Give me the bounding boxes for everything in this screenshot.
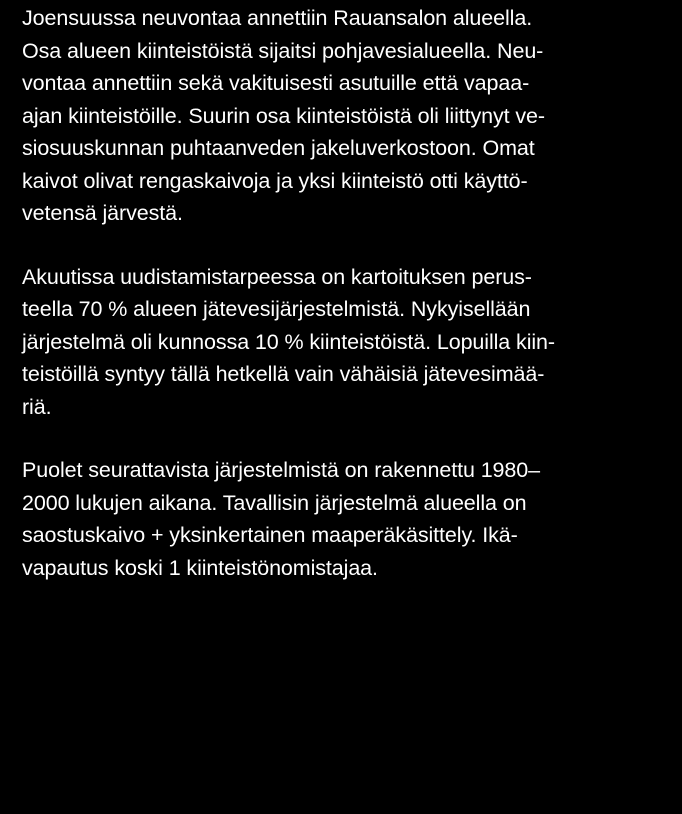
text-line: Joensuussa neuvontaa annettiin Rauansalon alueella. [22, 6, 533, 30]
text-line: vontaa annettiin sekä vakituisesti asutuille että vapaa- [22, 71, 530, 95]
paragraph-system-age [22, 454, 672, 584]
text-line: kaivot olivat rengaskaivoja ja yksi kiinteistö otti käyttö- [22, 168, 528, 193]
text-line: 2000 lukujen aikana. Tavallisin järjestelmä alueella on [22, 490, 527, 515]
text-line: siosuuskunnan puhtaanveden jakeluverkostoon. Omat [22, 136, 535, 160]
text-line: teistöillä syntyy tällä hetkellä vain vähäisiä jätevesimää- [22, 362, 545, 386]
text-line: riä. [22, 394, 52, 419]
text-line: vapautus koski 1 kiinteistönomistajaa. [22, 555, 378, 580]
paragraph-renewal-need [22, 261, 672, 424]
text-line: teella 70 % alueen jätevesijärjestelmistä. Nykyisellään [22, 297, 531, 321]
text-line: vetensä järvestä. [22, 201, 183, 225]
text-line: Akuutissa uudistamistarpeessa on kartoituksen perus- [22, 264, 532, 289]
paragraph-rauansalon-advice [22, 2, 672, 230]
text-line: saostuskaivo + yksinkertainen maaperäkäsittely. Ikä- [22, 523, 518, 547]
body-text [22, 2, 672, 615]
text-line: Puolet seurattavista järjestelmistä on rakennettu 1980– [22, 458, 540, 482]
text-line: järjestelmä oli kunnossa 10 % kiinteistöistä. Lopuilla kiin- [22, 329, 555, 354]
text-line: ajan kiinteistöille. Suurin osa kiinteistöistä oli liittynyt ve- [22, 103, 545, 128]
text-line: Osa alueen kiinteistöistä sijaitsi pohjavesialueella. Neu- [22, 38, 544, 63]
